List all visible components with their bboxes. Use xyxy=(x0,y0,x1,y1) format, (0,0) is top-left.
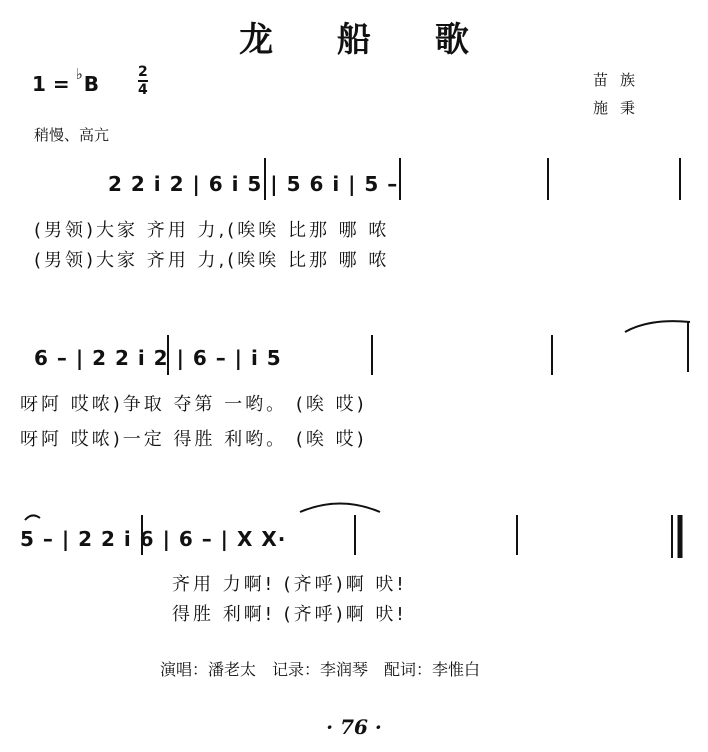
lyric-line-2a: 呀阿 哎哝)争取 夺第 一哟。 (唉 哎) xyxy=(20,394,367,415)
page-number: · 76 · xyxy=(326,715,382,739)
key-prefix: 1 = xyxy=(32,72,70,96)
tempo-marking: 稍慢、高亢 xyxy=(34,126,110,144)
notation-line-1: 2 2 i 2 | 6 i 5 | 5 6 i | 5 – xyxy=(108,172,399,196)
origin-ethnicity: 苗族 xyxy=(593,71,648,89)
lyric-line-1b: (男领)大家 齐用 力,(唉唉 比那 哪 哝 xyxy=(34,250,390,271)
page-title: 龙 船 歌 xyxy=(239,20,495,60)
notation-line-3: 5 – | 2 2 i 6 | 6 – | X X· xyxy=(20,527,287,551)
credits-line: 演唱：潘老太 记录：李润琴 配词：李惟白 xyxy=(160,660,481,679)
slur xyxy=(25,515,40,520)
lyric-line-2b: 呀阿 哎哝)一定 得胜 利哟。 (唉 哎) xyxy=(20,429,367,450)
slur xyxy=(625,321,690,332)
time-signature-bottom: 4 xyxy=(138,82,148,98)
lyric-line-3a: 齐用 力啊! (齐呼)啊 吠! xyxy=(172,574,407,595)
time-signature-top: 2 xyxy=(138,64,148,80)
key-note: B xyxy=(83,72,99,96)
slur xyxy=(300,504,380,513)
flat-symbol: ♭ xyxy=(75,65,83,83)
origin-region: 施秉 xyxy=(593,99,648,117)
lyric-line-1a: (男领)大家 齐用 力,(唉唉 比那 哪 哝 xyxy=(34,220,390,241)
lyric-line-3b: 得胜 利啊! (齐呼)啊 吠! xyxy=(172,604,407,625)
notation-line-2: 6 – | 2 2 i 2 | 6 – | i 5 xyxy=(34,346,282,370)
